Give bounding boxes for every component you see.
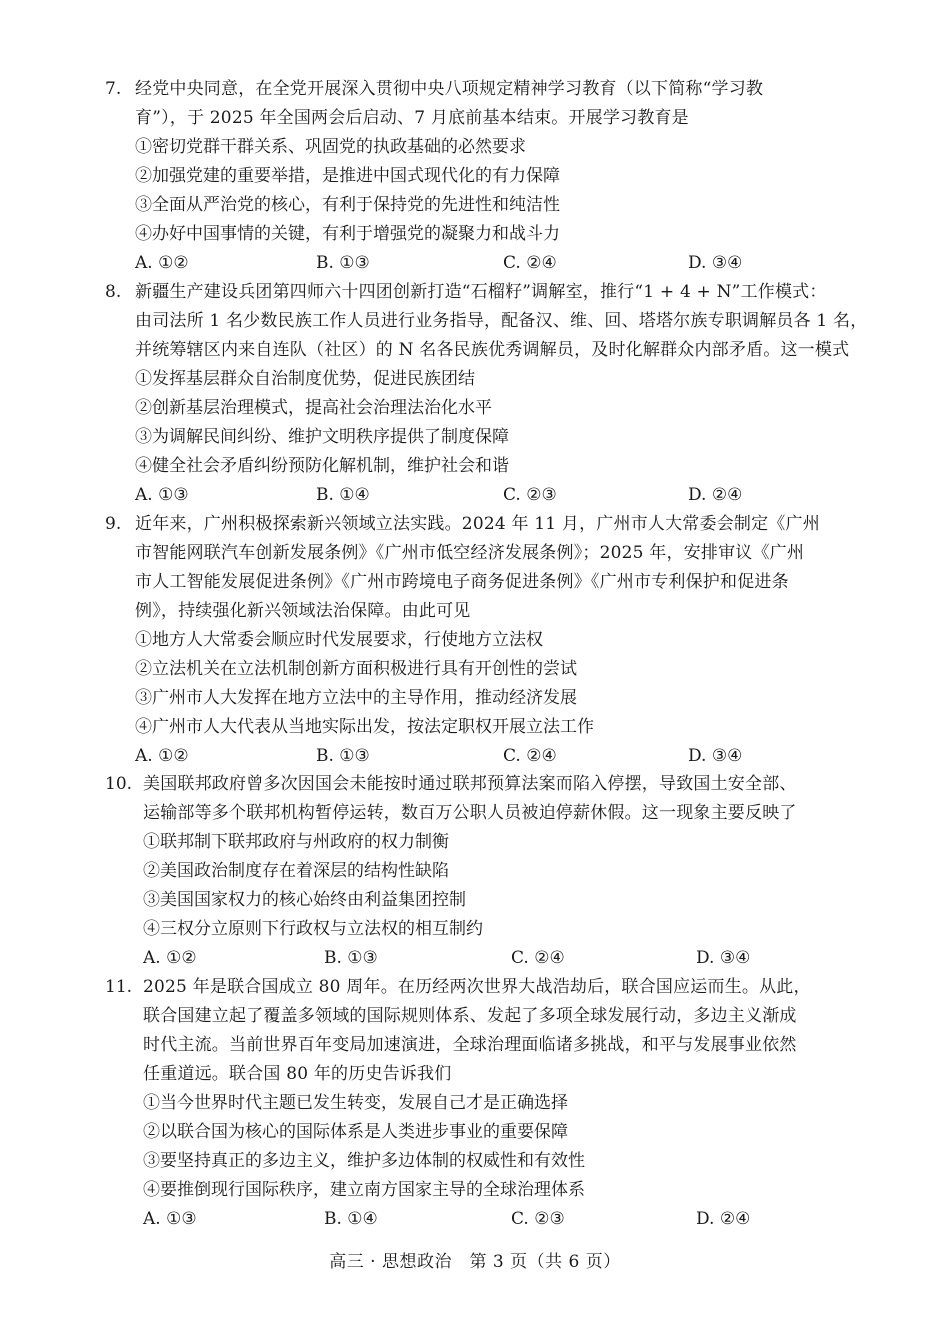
answer-choice-b: B. ①③ (324, 948, 378, 968)
question-stem-line: 由司法所 1 名少数民族工作人员进行业务指导，配备汉、维、回、塔塔尔族专职调解员各 1 名， (135, 311, 868, 331)
answer-choice-d: D. ③④ (688, 253, 743, 273)
statement-option: ③要坚持真正的多边主义，维护多边体制的权威性和有效性 (143, 1151, 585, 1171)
question-number: 11. (105, 977, 133, 997)
answer-choices (135, 249, 855, 278)
question-11 (105, 973, 855, 1234)
answer-choice-b: B. ①③ (316, 746, 370, 766)
question-7 (105, 75, 855, 278)
question-stem-line: 育”），于 2025 年全国两会后启动、7 月底前基本结束。开展学习教育是 (135, 108, 689, 128)
statement-option: ④健全社会矛盾纠纷预防化解机制，维护社会和谐 (135, 456, 509, 476)
question-stem-line: 并统筹辖区内来自连队（社区）的 N 名各民族优秀调解员，及时化解群众内部矛盾。这一模式 (135, 340, 850, 360)
question-stem-line: 近年来，广州积极探索新兴领域立法实践。2024 年 11 月，广州市人大常委会制定《广州 (135, 514, 820, 534)
question-10 (105, 770, 855, 973)
question-stem-line: 经党中央同意，在全党开展深入贯彻中央八项规定精神学习教育（以下简称“学习教 (135, 79, 764, 99)
question-stem-line: 2025 年是联合国成立 80 周年。在历经两次世界大战浩劫后，联合国应运而生。从此， (143, 977, 811, 997)
statement-option: ②加强党建的重要举措，是推进中国式现代化的有力保障 (135, 166, 560, 186)
statement-option: ②以联合国为核心的国际体系是人类进步事业的重要保障 (143, 1122, 568, 1142)
answer-choice-a: A. ①② (143, 948, 197, 968)
statement-option: ④要推倒现行国际秩序，建立南方国家主导的全球治理体系 (143, 1180, 585, 1200)
question-stem-line: 联合国建立起了覆盖多领域的国际规则体系、发起了多项全球发展行动，多边主义渐成 (143, 1006, 797, 1026)
answer-choice-c: C. ②③ (503, 485, 557, 505)
statement-option: ②美国政治制度存在着深层的结构性缺陷 (143, 861, 449, 881)
answer-choice-b: B. ①③ (316, 253, 370, 273)
statement-option: ③美国国家权力的核心始终由利益集团控制 (143, 890, 466, 910)
answer-choice-a: A. ①③ (135, 485, 189, 505)
question-stem-line: 任重道远。联合国 80 年的历史告诉我们 (143, 1064, 452, 1084)
answer-choices (135, 481, 855, 510)
question-stem-line: 新疆生产建设兵团第四师六十四团创新打造“石榴籽”调解室，推行“1 + 4 + N”工作模式： (135, 282, 827, 302)
question-number: 7. (105, 79, 122, 99)
statement-option: ④三权分立原则下行政权与立法权的相互制约 (143, 919, 483, 939)
answer-choice-c: C. ②④ (511, 948, 565, 968)
page-footer: 高三 · 思想政治 第 3 页（共 6 页） (329, 1252, 621, 1272)
answer-choice-d: D. ②④ (688, 485, 743, 505)
statement-option: ①密切党群干群关系、巩固党的执政基础的必然要求 (135, 137, 526, 157)
question-stem-line: 时代主流。当前世界百年变局加速演进，全球治理面临诸多挑战，和平与发展事业依然 (143, 1035, 797, 1055)
answer-choices (143, 1205, 855, 1234)
statement-option: ①联邦制下联邦政府与州政府的权力制衡 (143, 832, 449, 852)
question-number: 10. (105, 774, 133, 794)
question-number: 8. (105, 282, 122, 302)
statement-option: ①地方人大常委会顺应时代发展要求，行使地方立法权 (135, 630, 543, 650)
statement-option: ③为调解民间纠纷、维护文明秩序提供了制度保障 (135, 427, 509, 447)
answer-choices (135, 742, 855, 771)
answer-choice-a: A. ①② (135, 746, 189, 766)
question-9 (105, 510, 855, 771)
answer-choice-a: A. ①③ (143, 1209, 197, 1229)
question-stem-line: 市智能网联汽车创新发展条例》《广州市低空经济发展条例》；2025 年，安排审议《广州 (135, 543, 805, 563)
answer-choices (143, 944, 855, 973)
question-stem-line: 例》，持续强化新兴领域法治保障。由此可见 (135, 601, 471, 621)
answer-choice-d: D. ③④ (696, 948, 751, 968)
statement-option: ②立法机关在立法机制创新方面积极进行具有开创性的尝试 (135, 659, 577, 679)
answer-choice-a: A. ①② (135, 253, 189, 273)
answer-choice-c: C. ②④ (503, 253, 557, 273)
answer-choice-c: C. ②④ (503, 746, 557, 766)
answer-choice-d: D. ②④ (696, 1209, 751, 1229)
question-stem-line: 运输部等多个联邦机构暂停运转，数百万公职人员被迫停薪休假。这一现象主要反映了 (143, 803, 797, 823)
statement-option: ④广州市人大代表从当地实际出发，按法定职权开展立法工作 (135, 717, 594, 737)
statement-option: ①当今世界时代主题已发生转变，发展自己才是正确选择 (143, 1093, 568, 1113)
answer-choice-b: B. ①④ (316, 485, 370, 505)
answer-choice-c: C. ②③ (511, 1209, 565, 1229)
question-8 (105, 278, 868, 510)
statement-option: ②创新基层治理模式，提高社会治理法治化水平 (135, 398, 492, 418)
question-stem-line: 美国联邦政府曾多次因国会未能按时通过联邦预算法案而陷入停摆，导致国土安全部、 (143, 774, 797, 794)
statement-option: ④办好中国事情的关键，有利于增强党的凝聚力和战斗力 (135, 224, 560, 244)
statement-option: ③广州市人大发挥在地方立法中的主导作用，推动经济发展 (135, 688, 577, 708)
statement-option: ③全面从严治党的核心，有利于保持党的先进性和纯洁性 (135, 195, 560, 215)
answer-choice-d: D. ③④ (688, 746, 743, 766)
statement-option: ①发挥基层群众自治制度优势，促进民族团结 (135, 369, 475, 389)
answer-choice-b: B. ①④ (324, 1209, 378, 1229)
question-number: 9. (105, 514, 122, 534)
question-stem-line: 市人工智能发展促进条例》《广州市跨境电子商务促进条例》《广州市专利保护和促进条 (135, 572, 789, 592)
